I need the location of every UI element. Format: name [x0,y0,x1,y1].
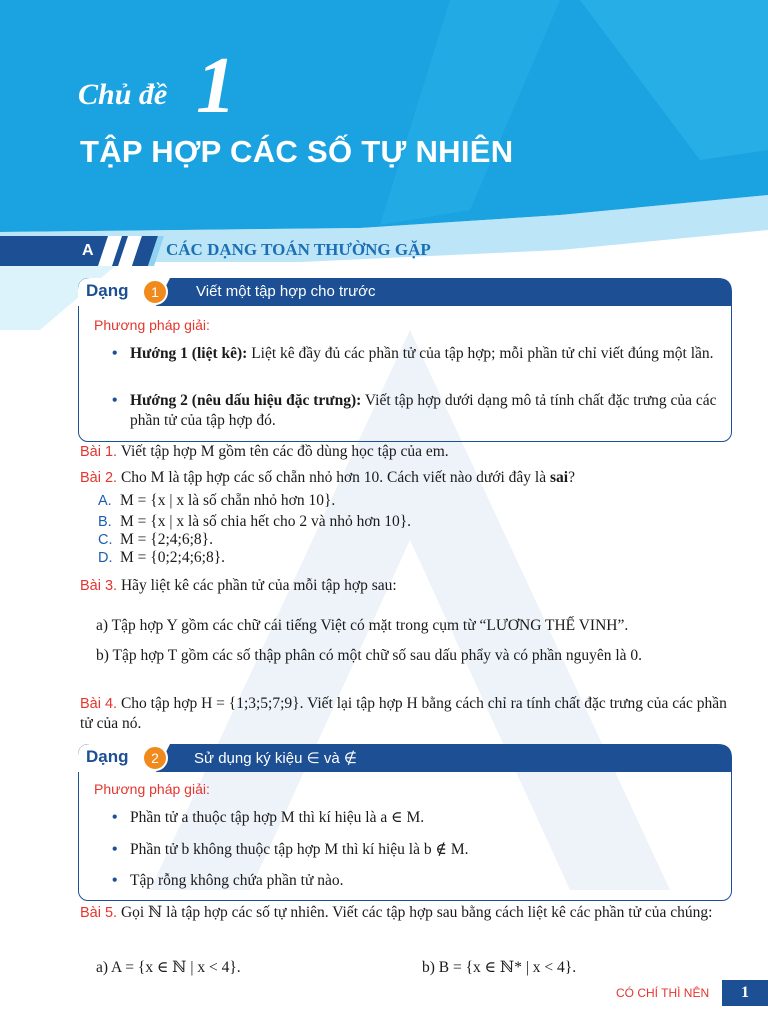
dang2-label: Dạng [86,747,129,766]
option-label: B. [98,514,112,530]
bullet-text: Tập rỗng không chứa phần tử nào. [130,872,344,889]
chu-de-number: 1 [196,42,236,130]
dang2-number: 2 [142,745,168,771]
bai4 [80,694,732,733]
chu-de-label: Chủ đề [78,78,168,111]
option-text: M = {2;4;6;8}. [120,531,213,548]
bai2-label: Bài 2. [80,470,118,486]
bullet-dot: • [112,392,118,409]
bullet-dot: • [112,809,118,826]
bai5-part-a: a) A = {x ∈ ℕ | x < 4}. [96,959,241,976]
bullet-text: Phần tử b không thuộc tập hợp M thì kí hiệu là b ∉ M. [130,841,469,858]
dang2-header-bar [78,744,732,772]
bai3-part-a: a) Tập hợp Y gồm các chữ cái tiếng Việt có mặt trong cụm từ “LƯƠNG THẾ VINH”. [96,617,629,634]
bai5-label: Bài 5. [80,905,118,921]
bullet-dot: • [112,841,118,858]
bai3-part-b: b) Tập hợp T gồm các số thập phân có một chữ số sau dấu phẩy và có phần nguyên là 0. [96,647,643,664]
page-number: 1 [722,980,768,1006]
bai2-text-end: ? [568,469,575,486]
option-label: C. [98,532,113,548]
bullet-dot: • [112,345,118,362]
bullet-bold: Hướng 2 (nêu dấu hiệu đặc trưng): [130,392,362,409]
bai1-label: Bài 1. [80,444,118,460]
option-text: M = {0;2;4;6;8}. [120,549,226,566]
dang1-title: Viết một tập hợp cho trước [196,283,376,300]
page-title: TẬP HỢP CÁC SỐ TỰ NHIÊN [80,134,514,169]
bullet-bold: Hướng 1 (liệt kê): [130,345,248,362]
bai2-option-c [98,531,213,549]
bai2-option-b [98,513,411,531]
bai2 [80,468,732,488]
option-text: M = {x | x là số chia hết cho 2 và nhỏ hơn 10}. [120,513,412,530]
bai5-text: Gọi ℕ là tập hợp các số tự nhiên. Viết các tập hợp sau bằng cách liệt kê các phần tử của chúng: [120,904,713,921]
bai5-part-b: b) B = {x ∈ ℕ* | x < 4}. [422,959,577,976]
dang1-number: 1 [142,279,168,305]
dang1-header-bar [78,278,732,306]
bai2-text-bold: sai [549,469,569,486]
bai1 [80,442,732,462]
bai2-option-d [98,549,225,567]
footer-slogan: CÓ CHÍ THÌ NÊN [616,986,710,1000]
dang2-title: Sử dụng ký kiệu ∈ và ∉ [194,750,357,767]
option-text: M = {x | x là số chẵn nhỏ hơn 10}. [120,492,336,509]
dang1-bullet [112,344,722,364]
dang2-method-label: Phương pháp giải: [94,781,210,797]
bullet-text: Liệt kê đầy đủ các phần tử của tập hợp; mỗi phần tử chỉ viết đúng một lần. [247,345,714,362]
section-title: CÁC DẠNG TOÁN THƯỜNG GẶP [166,240,431,259]
bai1-text: Viết tập hợp M gồm tên các đồ dùng học tập của em. [120,443,449,460]
dang2-bullet [112,808,722,828]
option-label: A. [98,493,112,509]
bai4-label: Bài 4. [80,696,118,712]
dang1-method-label: Phương pháp giải: [94,317,210,333]
bullet-text: Phần tử a thuộc tập hợp M thì kí hiệu là a ∈ M. [130,809,425,826]
bai3 [80,576,732,596]
dang1-label: Dạng [86,281,129,300]
dang1-bullet [112,391,722,431]
section-letter: A [82,242,94,259]
bai3-text: Hãy liệt kê các phần tử của mỗi tập hợp sau: [120,577,397,594]
bullet-dot: • [112,872,118,889]
bai4-text: Cho tập hợp H = {1;3;5;7;9}. Viết lại tập hợp H bằng cách chỉ ra tính chất đặc trưng của các phần tử của nó. [80,695,727,732]
option-label: D. [98,550,113,566]
bai2-text: Cho M là tập hợp các số chẵn nhỏ hơn 10. Cách viết nào dưới đây là [120,469,550,486]
bai2-option-a [98,492,335,510]
dang2-bullet [112,840,722,860]
bai5 [80,903,732,923]
bai3-label: Bài 3. [80,578,118,594]
bullet-text: Viết tập hợp dưới dạng mô tả tính chất đặc trưng của các phần tử của tập hợp đó. [130,392,717,429]
dang2-bullet [112,871,722,891]
